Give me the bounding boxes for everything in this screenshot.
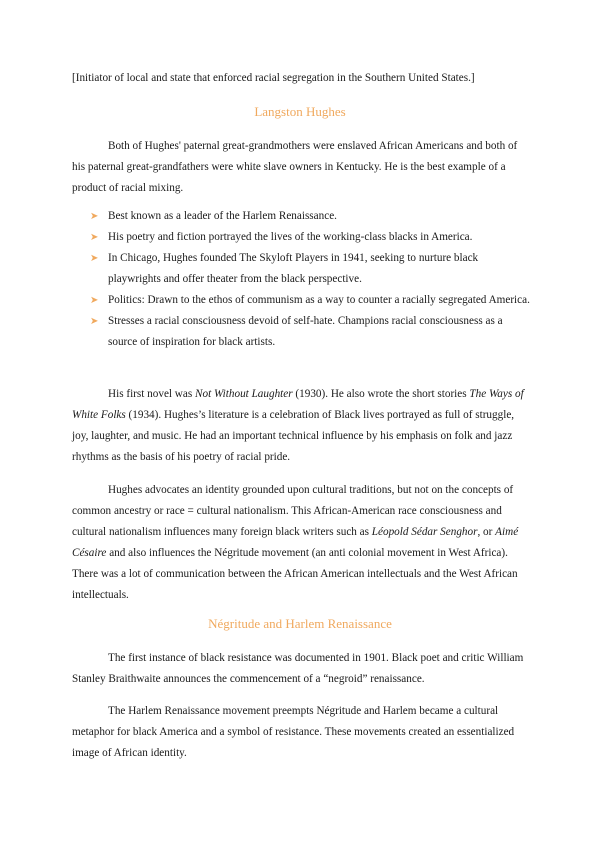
- paragraph-cultural-nationalism: [72, 480, 530, 606]
- list-item-text: Stresses a racial consciousness devoid of self-hate. Champions racial consciousness as a source of inspiration for black artists.: [108, 315, 503, 348]
- paragraph-text: Both of Hughes' paternal great-grandmothers were enslaved African Americans and both of his paternal great-grandfathers were white slave owners in Kentucky. He is the best example of a product of racial mixing.: [72, 140, 518, 194]
- list-item: [90, 311, 530, 353]
- section-heading-negritude: Négritude and Harlem Renaissance: [208, 616, 392, 631]
- paragraph-black-resistance: [72, 648, 530, 690]
- paragraph-text: (1930). He also wrote the short stories: [292, 388, 470, 400]
- bullet-list: [90, 206, 530, 353]
- arrowhead-bullet-icon: ➤: [90, 211, 99, 222]
- paragraph-text: His first novel was: [108, 388, 196, 400]
- arrowhead-bullet-icon: ➤: [90, 316, 99, 327]
- section-heading-langston-hughes: Langston Hughes: [254, 104, 346, 119]
- list-item-text: His poetry and fiction portrayed the lives of the working-class blacks in America.: [108, 231, 473, 243]
- paragraph-text: , or: [477, 526, 496, 538]
- paragraph-text: The first instance of black resistance was documented in 1901. Black poet and critic William Stanley Braithwaite announces the commencement of a “negroid” renaissance.: [72, 652, 524, 685]
- paragraph-text: (1934). Hughes’s literature is a celebration of Black lives portrayed as full of struggle, joy, laughter, and music. He had an important technical influence by his emphasis on folk and jazz rhythms as the basis of his poetry of racial pride.: [72, 409, 515, 463]
- arrowhead-bullet-icon: ➤: [90, 232, 99, 243]
- arrowhead-bullet-icon: ➤: [90, 253, 99, 264]
- list-item: [90, 206, 530, 227]
- paragraph-text: Hughes advocates an identity grounded upon cultural traditions, but not on the concepts of common ancestry or race = cultural nationalism. This African-American race consciousness and cultural nationalism influences many foreign black writers such as: [72, 484, 514, 538]
- intro-line: [Initiator of local and state that enforced racial segregation in the Southern United States.]: [72, 72, 475, 84]
- paragraph-first-novel: [72, 384, 530, 468]
- paragraph-text: and also influences the Négritude movement (an anti colonial movement in West Africa). There was a lot of communication between the African American intellectuals and the West African intellectuals.: [72, 547, 518, 601]
- paragraph-text: The Harlem Renaissance movement preempts Négritude and Harlem became a cultural metaphor for black America and a symbol of resistance. These movements created an essentialized image of African identity.: [72, 705, 515, 759]
- book-title: Not Without Laughter: [195, 388, 293, 400]
- list-item: [90, 248, 530, 290]
- list-item-text: Best known as a leader of the Harlem Renaissance.: [108, 210, 337, 222]
- book-title: The Ways of White Folks: [72, 388, 524, 421]
- list-item-text: Politics: Drawn to the ethos of communism as a way to counter a racially segregated America.: [108, 294, 530, 306]
- arrowhead-bullet-icon: ➤: [90, 295, 99, 306]
- list-item: [90, 290, 530, 311]
- list-item: [90, 227, 530, 248]
- paragraph-harlem-renaissance: [72, 701, 530, 764]
- paragraph-hughes-ancestry: [72, 136, 530, 199]
- author-name: Aimé Césaire: [72, 526, 519, 559]
- list-item-text: In Chicago, Hughes founded The Skyloft Players in 1941, seeking to nurture black playwrights and offer theater from the black perspective.: [108, 252, 479, 285]
- author-name: Léopold Sédar Senghor: [371, 526, 478, 538]
